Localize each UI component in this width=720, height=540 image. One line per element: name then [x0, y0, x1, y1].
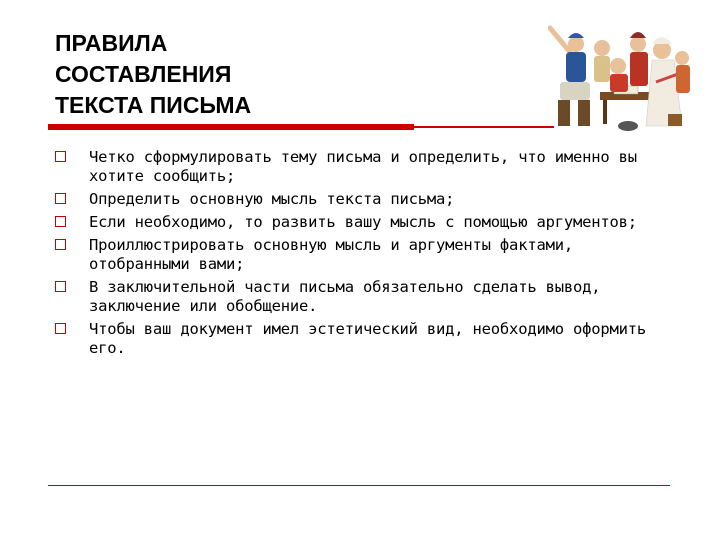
title-line: ТЕКСТА ПИСЬМА [55, 92, 252, 118]
hollow-square-icon [55, 281, 66, 292]
hollow-square-icon [55, 193, 66, 204]
rules-list [55, 148, 675, 362]
hollow-square-icon [55, 151, 66, 162]
list-item-text: Определить основную мысль текста письма; [89, 190, 455, 208]
list-item-text: В заключительной части письма обязательно сделать вывод, заключение или обобщение. [89, 278, 601, 315]
list-item [55, 320, 675, 358]
list-item [55, 236, 675, 274]
cossacks-writing-letter-illustration [548, 22, 694, 134]
bottom-divider [48, 485, 670, 486]
list-item-text: Чтобы ваш документ имел эстетический вид, необходимо оформить его. [89, 320, 647, 357]
title-line: СОСТАВЛЕНИЯ [55, 61, 232, 87]
title-underline-extension [414, 126, 554, 128]
list-item [55, 213, 675, 232]
list-item [55, 148, 675, 186]
list-item [55, 190, 675, 209]
list-item-text: Четко сформулировать тему письма и определить, что именно вы хотите сообщить; [89, 148, 637, 185]
hollow-square-icon [55, 323, 66, 334]
title-line: ПРАВИЛА [55, 30, 168, 56]
list-item [55, 278, 675, 316]
title-underline [48, 124, 414, 130]
hollow-square-icon [55, 239, 66, 250]
slide-title [55, 28, 385, 121]
list-item-text: Если необходимо, то развить вашу мысль с помощью аргументов; [89, 213, 637, 231]
hollow-square-icon [55, 216, 66, 227]
list-item-text: Проиллюстрировать основную мысль и аргументы фактами, отобранными вами; [89, 236, 573, 273]
